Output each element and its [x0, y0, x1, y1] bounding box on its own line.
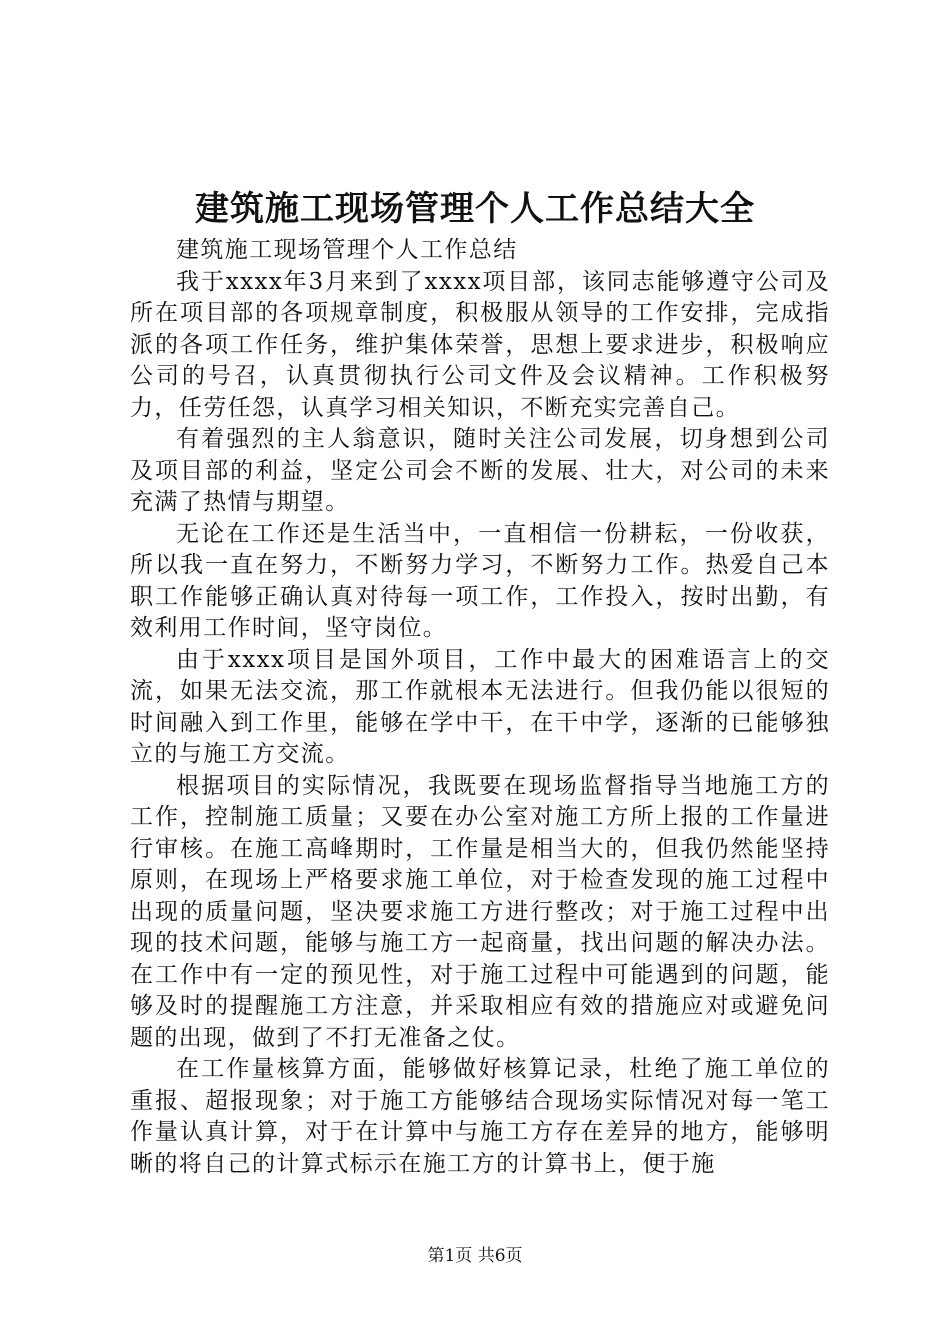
document-body [130, 235, 830, 1180]
paragraph: 有着强烈的主人翁意识，随时关注公司发展，切身想到公司及项目部的利益，坚定公司会不断的发展、壮大，对公司的未来充满了热情与期望。 [130, 426, 830, 515]
paragraph: 由于xxxx项目是国外项目，工作中最大的困难语言上的交流，如果无法交流，那工作就根本无法进行。但我仍能以很短的时间融入到工作里，能够在学中干，在干中学，逐渐的已能够独立的与施工方交流。 [130, 646, 830, 767]
page-number-footer: 第1页 共6页 [427, 1246, 523, 1266]
paragraph: 根据项目的实际情况，我既要在现场监督指导当地施工方的工作，控制施工质量；又要在办公室对施工方所上报的工作量进行审核。在施工高峰期时，工作量是相当大的，但我仍然能坚持原则，在现场上严格要求施工单位，对于检查发现的施工过程中出现的质量问题，坚决要求施工方进行整改；对于施工过程中出现的技术问题，能够与施工方一起商量，找出问题的解决办法。在工作中有一定的预见性，对于施工过程中可能遇到的问题，能够及时的提醒施工方注意，并采取相应有效的措施应对或避免问题的出现，做到了不打无准备之仗。 [130, 772, 830, 1051]
document-title: 建筑施工现场管理个人工作总结大全 [195, 189, 755, 229]
paragraph: 在工作量核算方面，能够做好核算记录，杜绝了施工单位的重报、超报现象；对于施工方能够结合现场实际情况对每一笔工作量认真计算，对于在计算中与施工方存在差异的地方，能够明晰的将自己的计算式标示在施工方的计算书上，便于施 [130, 1056, 830, 1177]
document-subtitle: 建筑施工现场管理个人工作总结 [176, 237, 518, 263]
paragraph: 我于xxxx年3月来到了xxxx项目部，该同志能够遵守公司及所在项目部的各项规章制度，积极服从领导的工作安排，完成指派的各项工作任务，维护集体荣誉，思想上要求进步，积极响应公司的号召，认真贯彻执行公司文件及会议精神。工作积极努力，任劳任怨，认真学习相关知识，不断充实完善自己。 [130, 268, 830, 421]
paragraph: 无论在工作还是生活当中，一直相信一份耕耘，一份收获，所以我一直在努力，不断努力学习，不断努力工作。热爱自己本职工作能够正确认真对待每一项工作，工作投入，按时出勤，有效利用工作时间，坚守岗位。 [130, 520, 830, 641]
